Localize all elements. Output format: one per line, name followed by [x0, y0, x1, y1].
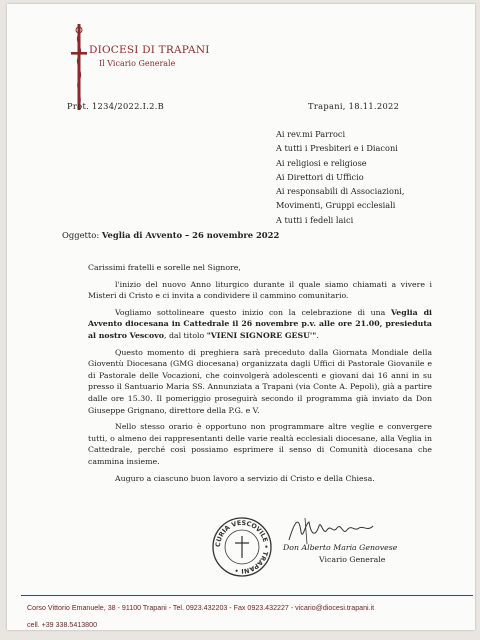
- addressee-line: Ai Direttori di Ufficio: [276, 171, 364, 182]
- curia-stamp: [211, 516, 273, 578]
- text-run: .: [316, 330, 319, 340]
- addressee-line: Movimenti, Gruppi ecclesiali: [276, 200, 396, 211]
- paragraph: Auguro a ciascuno buon lavoro a servizio di Cristo e della Chiesa.: [115, 473, 375, 483]
- signer-role: Vicario Generale: [319, 555, 386, 564]
- addressee-line: A tutti i Presbiteri e i Diaconi: [276, 143, 398, 154]
- greeting: Carissimi fratelli e sorelle nel Signore,: [88, 263, 241, 272]
- addressee-line: Ai rev.mi Parroci: [276, 129, 346, 139]
- text-run-bold: Veglia di Avvento diocesana in Cattedrale il 26 novembre p.v. alle ore 21.00, presieduta al nostro Vescovo: [88, 307, 432, 340]
- letterhead-subtitle: Il Vicario Generale: [99, 59, 176, 68]
- footer-address: Corso Vittorio Emanuele, 38 - 91100 Trapani - Tel. 0923.432203 - Fax 0923.432227 - vicario@diocesi.trapani.it: [27, 604, 375, 612]
- letter-page: [7, 4, 475, 630]
- diocese-cross-logo: [69, 22, 89, 112]
- footer-divider: [21, 595, 473, 596]
- subject-line: [62, 230, 279, 240]
- addressee-list: [276, 127, 404, 227]
- text-run: , dal titolo: [163, 330, 207, 340]
- text-run: Vogliamo sottolineare questo inizio con la celebrazione di una: [115, 307, 391, 317]
- place-date: Trapani, 18.11.2022: [308, 101, 400, 111]
- letterhead-title: DIOCESI DI TRAPANI: [89, 44, 210, 56]
- addressee-line: Ai responsabili di Associazioni,: [276, 186, 405, 197]
- letter-body: [88, 262, 432, 489]
- protocol-number: Prot. 1234/2022.I.2.B: [67, 101, 165, 111]
- text-run-bold: "VIENI SIGNORE GESU'": [206, 330, 317, 340]
- subject-text: Veglia di Avvento – 26 novembre 2022: [101, 230, 280, 240]
- signer-name: Don Alberto Maria Genovese: [283, 543, 398, 552]
- stamp-text: CURIA VESCOVILE • TRAPANI •: [213, 518, 271, 576]
- footer-mobile: cell. +39 338.5413800: [27, 621, 98, 629]
- addressee-line: A tutti i fedeli laici: [276, 214, 354, 225]
- addressee-line: Ai religiosi e religiose: [276, 157, 367, 168]
- paragraph: [88, 307, 432, 342]
- paragraph: Questo momento di preghiera sarà preceduto dalla Giornata Mondiale della Gioventù Diocesana (GMG diocesana) organizzata dagli Uffici di Pastorale Giovanile e di Pastorale delle Vocazioni, che coinvolgerà adolescenti e giovani dai 16 anni in su presso il Santuario Maria SS. Annunziata a Trapani (via Conte A. Pepoli), già a partire dalle ore 15.30. Il pomeriggio proseguirà secondo il programma già inviato da Don Giuseppe Grignano, direttore della P.G. e V.: [88, 347, 432, 415]
- paragraph: l'inizio del nuovo Anno liturgico durante il quale siamo chiamati a vivere i Misteri di Cristo e ci invita a condividere il cammino comunitario.: [88, 279, 432, 301]
- subject-label: Oggetto:: [62, 230, 100, 240]
- paragraph: Nello stesso orario è opportuno non programmare altre veglie e convergere tutti, o almeno dei rappresentanti delle varie realtà ecclesiali diocesane, alla Veglia in Cattedrale, perché così possiamo esprimere il senso di Comunità diocesana che cammina insieme.: [88, 422, 432, 466]
